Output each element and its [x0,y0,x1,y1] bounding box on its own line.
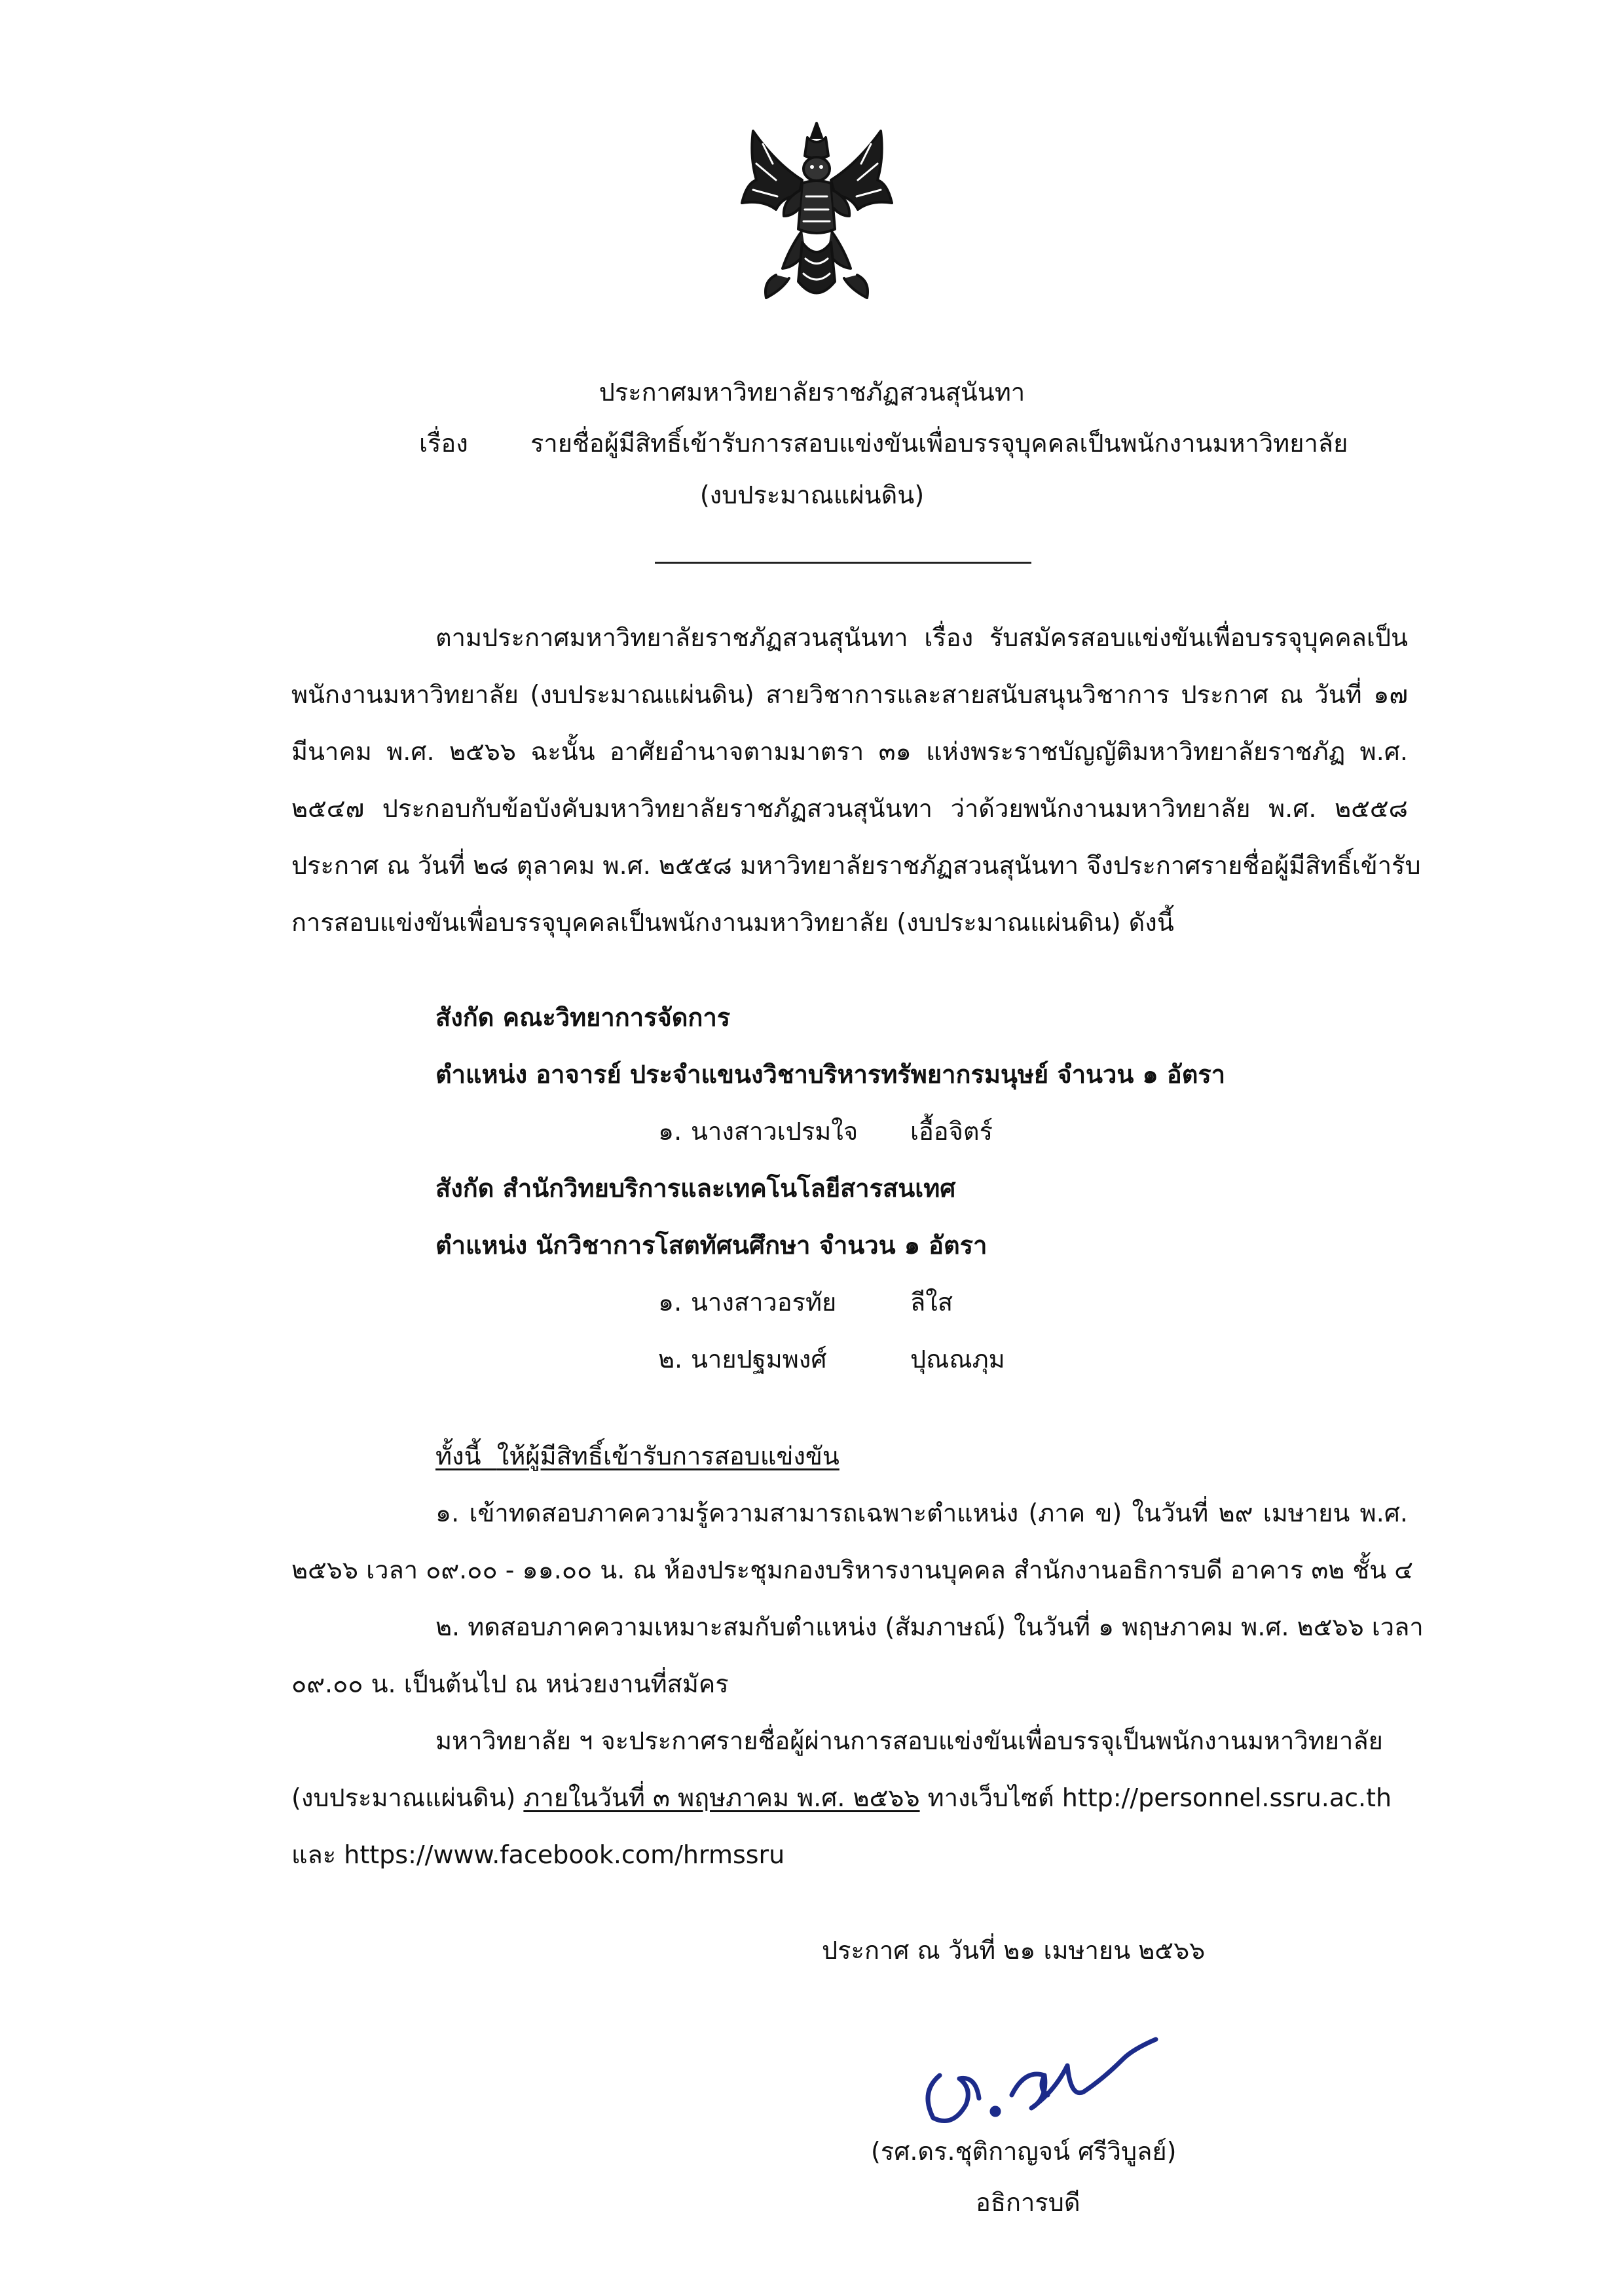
person-number: ๒. [658,1345,683,1374]
instructions-lead-b: ให้ผู้มีสิทธิ์เข้ารับการสอบแข่งขัน [496,1442,840,1470]
person-last-name: เอื้อจิตร์ [910,1117,993,1146]
instruction-1-line-2: ๒๕๖๖ เวลา ๐๙.๐๐ - ๑๑.๐๐ น. ณ ห้องประชุมกองบริหารงานบุคคล สำนักงานอธิการบดี อาคาร ๓๒ ชั้น ๔ [291,1556,1414,1584]
position-heading: ตำแหน่ง อาจารย์ ประจำแขนงวิชาบริหารทรัพยากรมนุษย์ จำนวน ๑ อัตรา [435,1060,1226,1089]
instruction-1-line-1: ๑. เข้าทดสอบภาคความรู้ความสามารถเฉพาะตำแหน่ง (ภาค ข) ในวันที่ ๒๙ เมษายน พ.ศ. [435,1499,1408,1527]
intro-line-6: การสอบแข่งขันเพื่อบรรจุบุคคลเป็นพนักงานมหาวิทยาลัย (งบประมาณแผ่นดิน) ดังนี้ [291,908,1174,937]
unit-heading: สังกัด คณะวิทยาการจัดการ [435,1003,731,1032]
announcement-title: ประกาศมหาวิทยาลัยราชภัฏสวนสุนันทา [599,378,1025,407]
person-number: ๑. [658,1117,682,1146]
announcement-date: ประกาศ ณ วันที่ ๒๑ เมษายน ๒๕๖๖ [822,1936,1206,1965]
subject-label: เรื่อง [419,429,468,458]
subject-note: (งบประมาณแผ่นดิน) [699,481,925,509]
announce-pre: (งบประมาณแผ่นดิน) [291,1783,524,1812]
person-first-name: นายปฐมพงศ์ [691,1345,827,1374]
intro-line-1: ตามประกาศมหาวิทยาลัยราชภัฏสวนสุนันทา เรื่อง รับสมัครสอบแข่งขันเพื่อบรรจุบุคคลเป็น [435,623,1408,652]
signature [913,2013,1175,2138]
announce-line-2 [291,1782,1392,1813]
intro-line-3: มีนาคม พ.ศ. ๒๕๖๖ ฉะนั้น อาศัยอำนาจตามมาตรา ๓๑ แห่งพระราชบัญญัติมหาวิทยาลัยราชภัฏ พ.ศ. [291,737,1408,766]
announce-deadline: ภายในวันที่ ๓ พฤษภาคม พ.ศ. ๒๕๖๖ [523,1783,920,1812]
announce-line-1: มหาวิทยาลัย ฯ จะประกาศรายชื่อผู้ผ่านการสอบแข่งขันเพื่อบรรจุเป็นพนักงานมหาวิทยาลัย [435,1726,1383,1755]
instruction-2-line-2: ๐๙.๐๐ น. เป็นต้นไป ณ หน่วยงานที่สมัคร [291,1669,729,1698]
instruction-2-line-1: ๒. ทดสอบภาคความเหมาะสมกับตำแหน่ง (สัมภาษณ์) ในวันที่ ๑ พฤษภาคม พ.ศ. ๒๕๖๖ เวลา [435,1613,1424,1641]
announce-post: ทางเว็บไซต์ http://personnel.ssru.ac.th [919,1783,1392,1812]
subject-text: รายชื่อผู้มีสิทธิ์เข้ารับการสอบแข่งขันเพื่อบรรจุบุคคลเป็นพนักงานมหาวิทยาลัย [530,429,1348,458]
intro-line-5: ประกาศ ณ วันที่ ๒๘ ตุลาคม พ.ศ. ๒๕๕๘ มหาวิทยาลัยราชภัฏสวนสุนันทา จึงประกาศรายชื่อผู้มีสิทธิ์เข้ารับ [291,851,1421,880]
instructions-lead [435,1440,840,1472]
signer-name: (รศ.ดร.ชุติกาญจน์ ศรีวิบูลย์) [871,2137,1177,2166]
person-first-name: นางสาวอรทัย [691,1288,837,1317]
intro-line-2: พนักงานมหาวิทยาลัย (งบประมาณแผ่นดิน) สายวิชาการและสายสนับสนุนวิชาการ ประกาศ ณ วันที่ ๑๗ [291,680,1408,709]
garuda-emblem [737,118,897,308]
person-number: ๑. [658,1288,682,1317]
person-last-name: ลีใส [910,1288,953,1317]
instructions-lead-a: ทั้งนี้ [435,1442,481,1470]
position-heading: ตำแหน่ง นักวิชาการโสตทัศนศึกษา จำนวน ๑ อัตรา [435,1231,987,1260]
signer-title: อธิการบดี [976,2188,1080,2217]
announce-line-3: และ https://www.facebook.com/hrmssru [291,1840,785,1869]
unit-heading: สังกัด สำนักวิทยบริการและเทคโนโลยีสารสนเทศ [435,1174,956,1203]
person-first-name: นางสาวเปรมใจ [691,1117,858,1146]
header-divider [655,562,1031,564]
intro-line-4: ๒๕๔๗ ประกอบกับข้อบังคับมหาวิทยาลัยราชภัฏสวนสุนันทา ว่าด้วยพนักงานมหาวิทยาลัย พ.ศ. ๒๕๕๘ [291,794,1408,823]
person-last-name: ปุณณภุม [910,1345,1005,1374]
